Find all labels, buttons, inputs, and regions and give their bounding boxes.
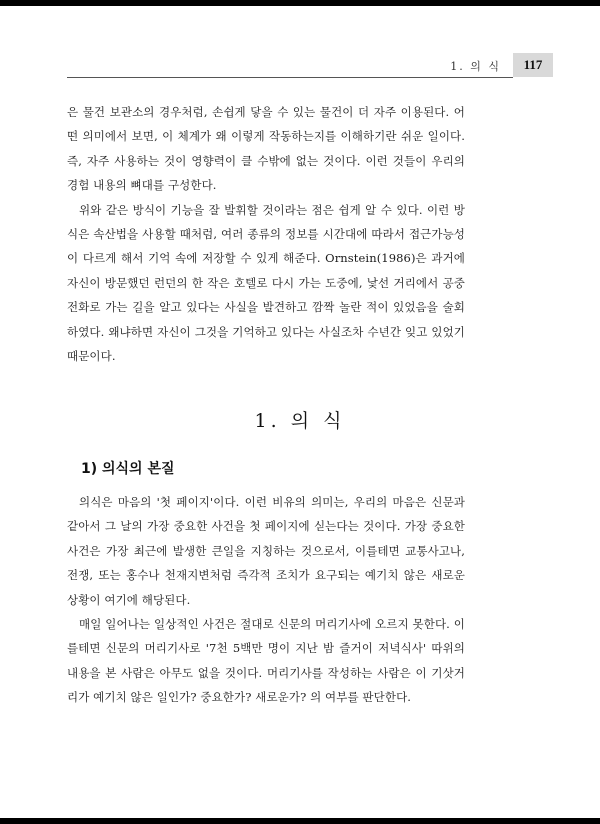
- subsection-title: 1) 의식의 본질: [81, 461, 175, 477]
- running-header: [67, 53, 513, 78]
- paragraph: 위와 같은 방식이 기능을 잘 발휘할 것이라는 점은 쉽게 알 수 있다. 이런 방식은 속산법을 사용할 때처럼, 여러 종류의 정보를 시간대에 따라서 접근가능성이 다르게 해서 기억 속에 저장할 수 있게 해준다. Ornstein(1986)은 과거에 자신이 방문했던 런던의 한 작은 호텔로 다시 가는 도중에, 낯선 거리에서 공중전화로 가는 길을 알고 있다는 사실을 발견하고 깜짝 놀란 적이 있었음을 술회하였다. 왜냐하면 자신이 그것을 기억하고 있다는 사실조차 수년간 잊고 있었기 때문이다.: [67, 202, 465, 364]
- paragraph: 매일 일어나는 일상적인 사건은 절대로 신문의 머리기사에 오르지 못한다. 이를테면 신문의 머리기사로 '7천 5백만 명이 지난 밤 즐거이 저녁식사' 따위의 내용을 본 사람은 아무도 없을 것이다. 머리기사를 작성하는 사람은 이 기삿거리가 예기치 않은 일인가? 중요한가? 새로운가? 의 여부를 판단한다.: [67, 617, 465, 705]
- section-title: 1. 의 식: [254, 410, 346, 432]
- paragraph-continued: 은 물건 보관소의 경우처럼, 손쉽게 닿을 수 있는 물건이 더 자주 이용된다. 어떤 의미에서 보면, 이 체계가 왜 이렇게 작동하는지를 이해하기란 쉬운 일이다. 즉, 자주 사용하는 것이 영향력이 클 수밖에 없는 것이다. 이런 것들이 우리의 경험 내용의 뼈대를 구성한다.: [67, 105, 465, 193]
- body-text-block-1: [67, 100, 465, 368]
- paragraph: 의식은 마음의 '첫 페이지'이다. 이런 비유의 의미는, 우리의 마음은 신문과 같아서 그 날의 가장 중요한 사건을 첫 페이지에 싣는다는 것이다. 가장 중요한 사건은 가장 최근에 발생한 큰일을 지칭하는 것으로서, 이를테면 교통사고나, 전쟁, 또는 홍수나 천재지변처럼 즉각적 조치가 요구되는 예기치 않은 새로운 상황이 여기에 해당된다.: [67, 495, 465, 607]
- book-page: [0, 6, 600, 818]
- body-text-block-2: [67, 490, 465, 710]
- running-header-chapter: 1. 의 식: [450, 60, 501, 73]
- page-number: 117: [513, 53, 553, 77]
